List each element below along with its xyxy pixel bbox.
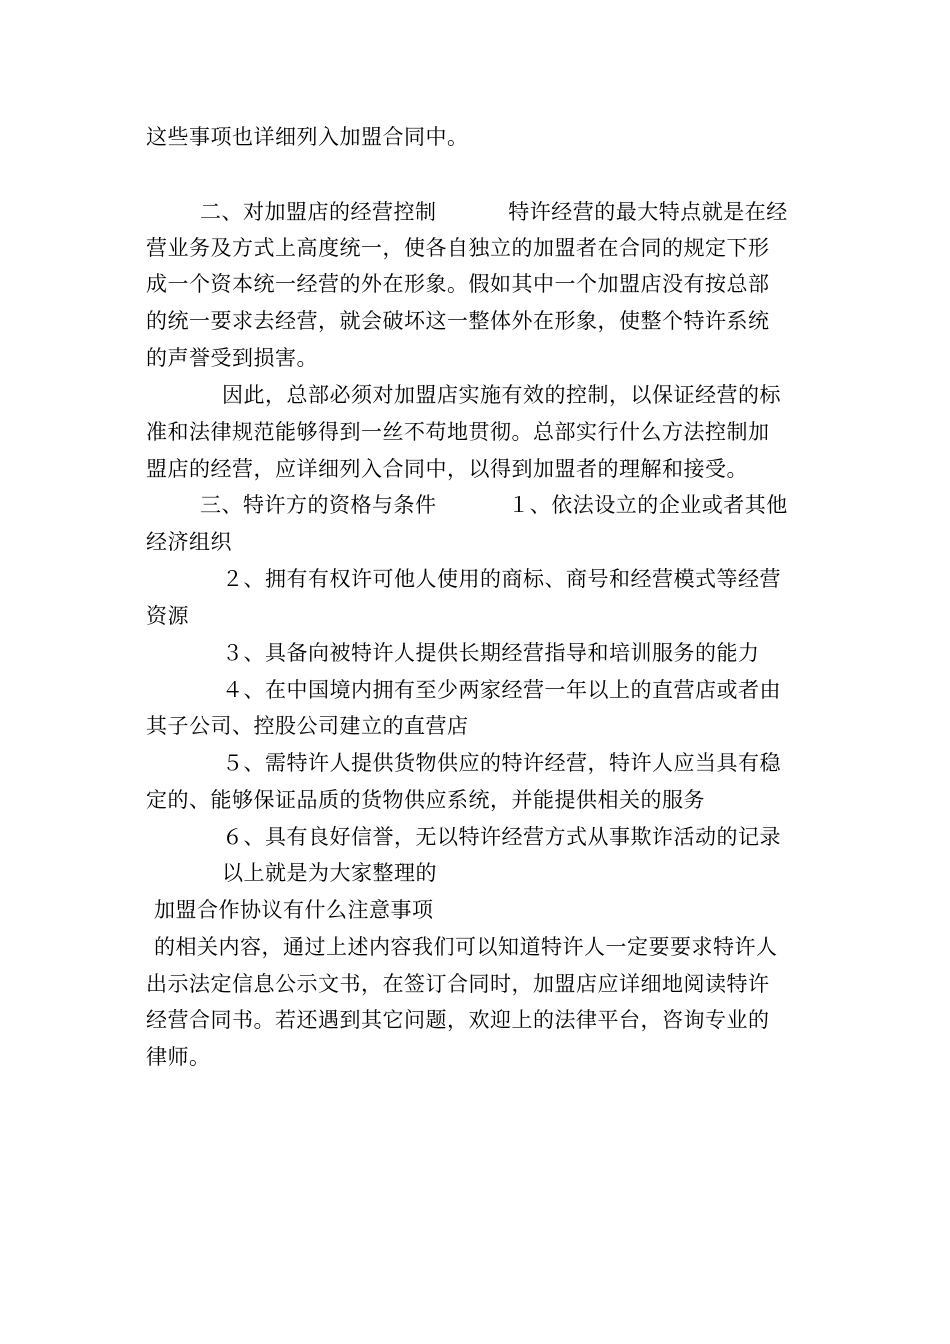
list-item-line: ３、具备向被特许人提供长期经营指导和培训服务的能力 <box>222 641 760 665</box>
text-line: 的相关内容，通过上述内容我们可以知道特许人一定要要求特许人 <box>154 935 778 959</box>
list-item-line: ２、拥有有权许可他人使用的商标、商号和经营模式等经营 <box>222 567 781 591</box>
list-item-line: ６、具有良好信誉，无以特许经营方式从事欺诈活动的记录 <box>222 825 781 849</box>
list-item-line: ４、在中国境内拥有至少两家经营一年以上的直营店或者由 <box>222 678 781 702</box>
list-item-line: ５、需特许人提供货物供应的特许经营，特许人应当具有稳 <box>222 751 781 775</box>
text-line: 盟店的经营，应详细列入合同中，以得到加盟者的理解和接受。 <box>146 457 748 481</box>
text-line: 经营合同书。若还遇到其它问题，欢迎上的法律平台，咨询专业的 <box>146 1008 770 1032</box>
text-line: 其子公司、控股公司建立的直营店 <box>146 714 469 738</box>
text-line: 成一个资本统一经营的外在形象。假如其中一个加盟店没有按总部 <box>146 272 770 296</box>
text-line: 定的、能够保证品质的货物供应系统，并能提供相关的服务 <box>146 788 705 812</box>
text-line: 律师。 <box>146 1045 211 1069</box>
text-line: 的声誉受到损害。 <box>146 346 318 370</box>
text-line: 这些事项也详细列入加盟合同中。 <box>146 125 469 149</box>
section-heading-line: 三、特许方的资格与条件 １、依法设立的企业或者其他 <box>200 493 788 517</box>
text-line: 经济组织 <box>146 530 232 554</box>
text-line: 资源 <box>146 604 189 628</box>
text-line: 准和法律规范能够得到一丝不苟地贯彻。总部实行什么方法控制加 <box>146 420 770 444</box>
text-line: 因此，总部必须对加盟店实施有效的控制，以保证经营的标 <box>222 383 781 407</box>
text-line: 出示法定信息公示文书，在签订合同时，加盟店应详细地阅读特许 <box>146 972 770 996</box>
text-line: 加盟合作协议有什么注意事项 <box>154 898 434 922</box>
text-line: 的统一要求去经营，就会破坏这一整体外在形象，使整个特许系统 <box>146 309 770 333</box>
text-line: 以上就是为大家整理的 <box>222 861 437 885</box>
section-heading-line: 二、对加盟店的经营控制 特许经营的最大特点就是在经 <box>200 200 788 224</box>
text-line: 营业务及方式上高度统一，使各自独立的加盟者在合同的规定下形 <box>146 236 770 260</box>
